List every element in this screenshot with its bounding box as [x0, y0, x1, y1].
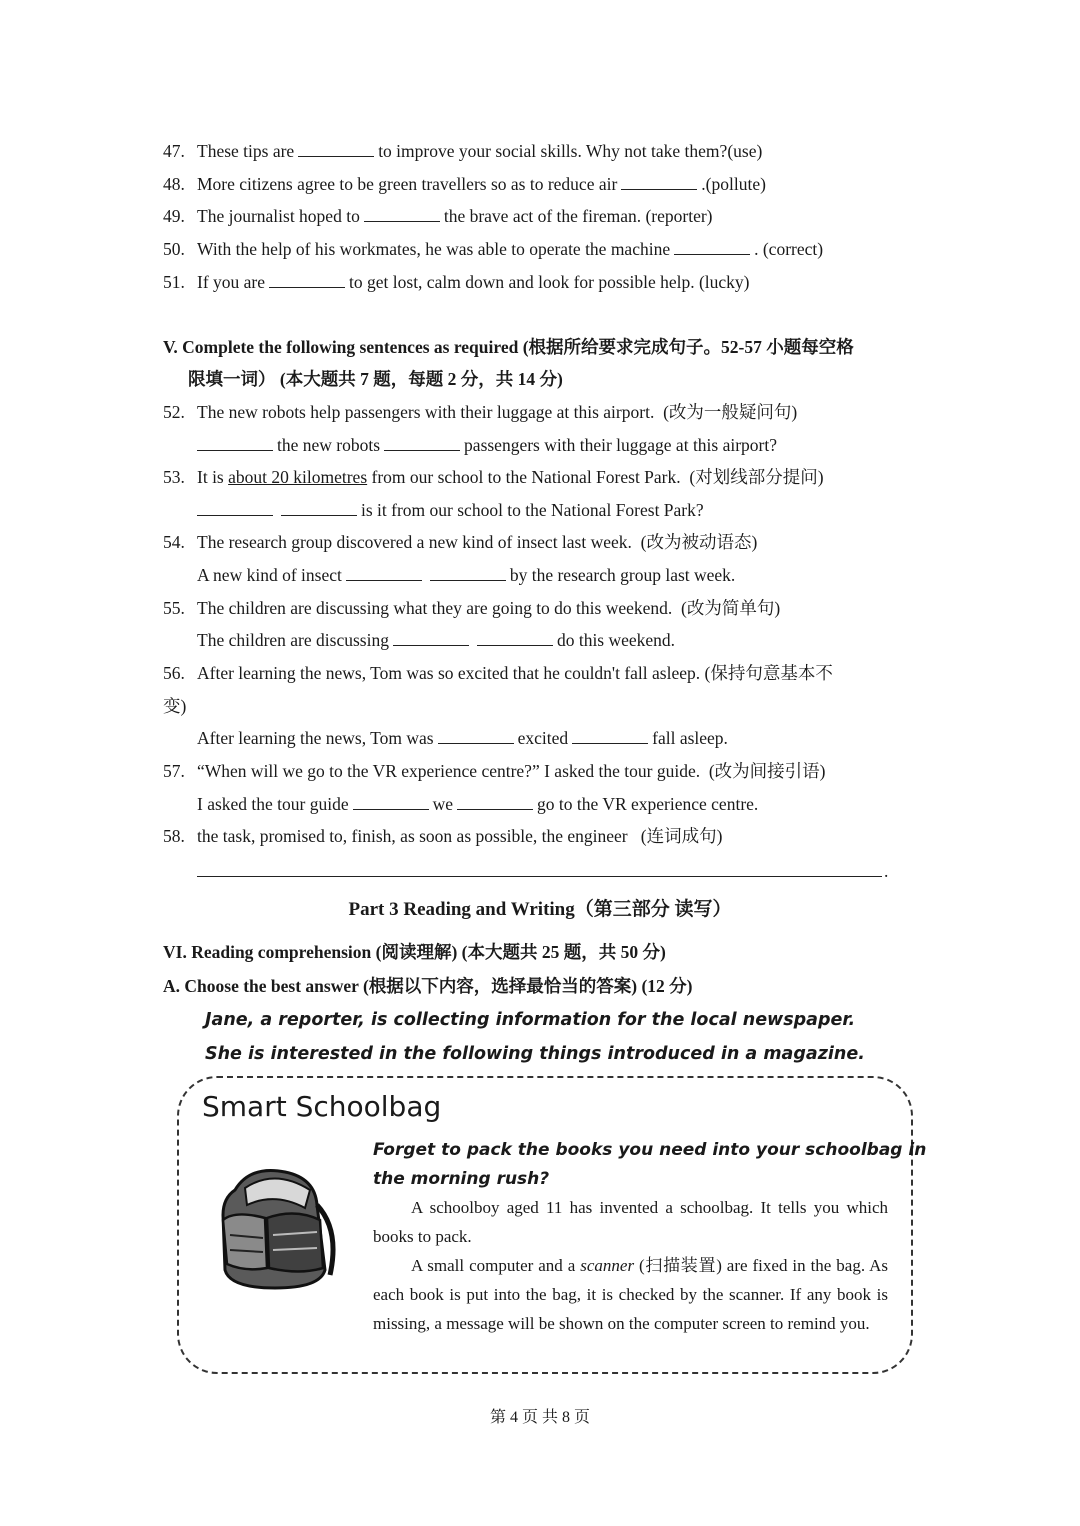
question-number: 51.	[163, 272, 185, 292]
instruction: (改为被动语态)	[640, 532, 758, 552]
question-number: 52.	[163, 402, 185, 422]
answer-line-54: A new kind of insect by the research group last week.	[197, 565, 736, 585]
part-3-heading: Part 3 Reading and Writing（第三部分 读写）	[348, 899, 732, 920]
question-54: 54. The research group discovered a new kind of insect last week. (改为被动语态)	[163, 532, 758, 552]
question-number: 48.	[163, 174, 185, 194]
answer-line-58[interactable]	[197, 876, 882, 877]
underlined-phrase: about 20 kilometres	[228, 467, 368, 487]
question-number: 56.	[163, 663, 185, 683]
answer-blank[interactable]	[572, 729, 648, 744]
question-number: 57.	[163, 761, 185, 781]
backpack-icon	[205, 1160, 345, 1295]
question-number: 55.	[163, 598, 185, 618]
answer-line-52: the new robots passengers with their luggage at this airport?	[193, 434, 777, 456]
answer-blank[interactable]	[384, 436, 460, 451]
question-53: 53. It is about 20 kilometres from our school to the National Forest Park. (对划线部分提问)	[163, 467, 824, 487]
question-57: 57. “When will we go to the VR experience centre?” I asked the tour guide. (改为间接引语)	[163, 761, 826, 781]
answer-blank[interactable]	[353, 795, 429, 810]
question-number: 53.	[163, 467, 185, 487]
intro-line-1: Jane, a reporter, is collecting information for the local newspaper.	[205, 1010, 856, 1030]
answer-blank[interactable]	[197, 501, 273, 516]
box-title: Smart Schoolbag	[202, 1090, 442, 1123]
term-scanner: scanner	[580, 1256, 635, 1275]
page-footer: 第 4 页 共 8 页	[489, 1409, 590, 1426]
section-vi-heading: VI. Reading comprehension (阅读理解) (本大题共 25 题，共 50 分)	[163, 942, 666, 962]
instruction: (改为一般疑问句)	[663, 402, 798, 422]
question-56-cont: 变)	[163, 696, 187, 716]
box-paragraph-1: A schoolboy aged 11 has invented a schoolbag. It tells you which books to pack.	[373, 1198, 888, 1246]
answer-blank[interactable]	[430, 566, 506, 581]
question-47: 47. These tips are to improve your social skills. Why not take them?(use)	[163, 141, 763, 161]
answer-blank[interactable]	[457, 795, 533, 810]
box-subtitle-2: the morning rush?	[373, 1169, 550, 1189]
answer-blank[interactable]	[269, 273, 345, 288]
section-a-heading: A. Choose the best answer (根据以下内容，选择最恰当的答案) (12 分)	[163, 976, 693, 996]
question-52: 52. The new robots help passengers with their luggage at this airport. (改为一般疑问句)	[163, 402, 798, 422]
section-v-heading: V. Complete the following sentences as required (根据所给要求完成句子。52-57 小题每空格	[163, 337, 854, 357]
section-v-heading-cont: 限填一词） (本大题共 7 题，每题 2 分，共 14 分)	[188, 369, 563, 389]
answer-blank[interactable]	[346, 566, 422, 581]
answer-blank[interactable]	[298, 142, 374, 157]
question-number: 54.	[163, 532, 185, 552]
sentence-end: .	[884, 861, 889, 881]
answer-line-53: is it from our school to the National Forest Park?	[193, 499, 704, 521]
instruction: (连词成句)	[640, 826, 723, 846]
answer-line-56: After learning the news, Tom was excited fall asleep.	[197, 728, 728, 748]
answer-blank[interactable]	[674, 240, 750, 255]
instruction: (对划线部分提问)	[689, 467, 824, 487]
answer-blank[interactable]	[393, 631, 469, 646]
question-number: 58.	[163, 826, 185, 846]
question-55: 55. The children are discussing what they are going to do this weekend. (改为简单句)	[163, 598, 781, 618]
answer-blank[interactable]	[197, 436, 273, 451]
question-number: 49.	[163, 206, 185, 226]
question-51: 51. If you are to get lost, calm down and look for possible help. (lucky)	[163, 272, 750, 292]
answer-line-57: I asked the tour guide we go to the VR experience centre.	[197, 794, 759, 814]
answer-blank[interactable]	[438, 729, 514, 744]
question-58: 58. the task, promised to, finish, as soon as possible, the engineer (连词成句)	[163, 826, 723, 846]
question-48: 48. More citizens agree to be green travellers so as to reduce air .(pollute)	[163, 174, 766, 194]
box-subtitle-1: Forget to pack the books you need into your schoolbag in	[373, 1140, 927, 1160]
question-56: 56. After learning the news, Tom was so excited that he couldn't fall asleep. (保持句意基本不	[163, 663, 833, 683]
instruction: (改为间接引语)	[708, 761, 826, 781]
answer-blank[interactable]	[477, 631, 553, 646]
answer-blank[interactable]	[621, 175, 697, 190]
answer-blank[interactable]	[281, 501, 357, 516]
question-number: 47.	[163, 141, 185, 161]
instruction: (改为简单句)	[681, 598, 781, 618]
answer-line-55: The children are discussing do this weekend.	[197, 630, 676, 650]
question-50: 50. With the help of his workmates, he was able to operate the machine . (correct)	[163, 239, 824, 259]
question-number: 50.	[163, 239, 185, 259]
box-paragraph-2: A small computer and a scanner (扫描装置) are fixed in the bag. As each book is put into the bag, it is checked by the scanner. If any book is missing, a message will be shown on the computer screen to remind you.	[373, 1256, 888, 1333]
question-49: 49. The journalist hoped to the brave act of the fireman. (reporter)	[163, 206, 713, 226]
answer-blank[interactable]	[364, 207, 440, 222]
intro-line-2: She is interested in the following things introduced in a magazine.	[205, 1044, 865, 1064]
